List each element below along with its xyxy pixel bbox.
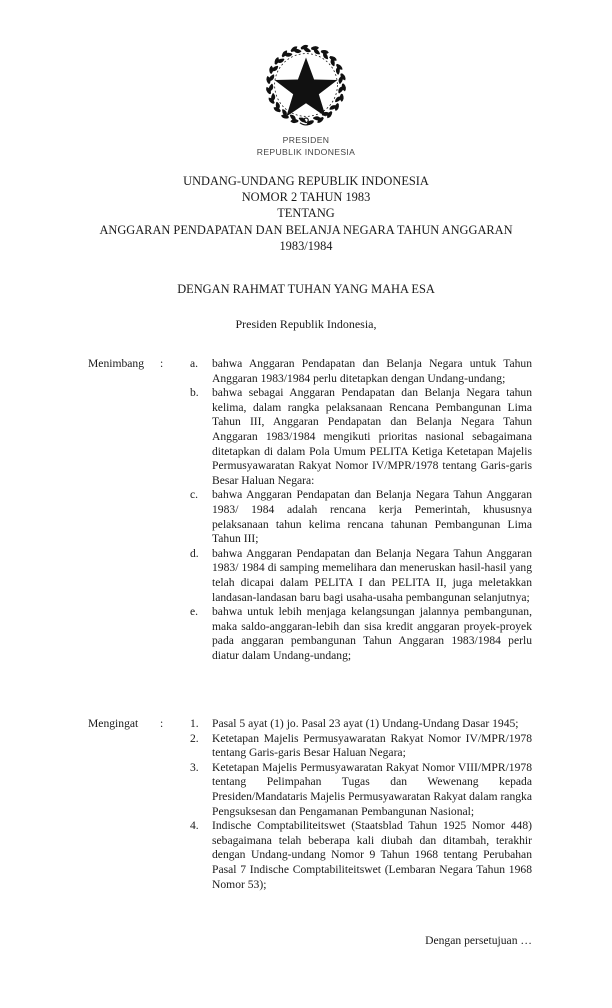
rahmat-line: DENGAN RAHMAT TUHAN YANG MAHA ESA: [177, 282, 435, 296]
mengingat-colon: :: [160, 717, 164, 730]
clause-row: [88, 547, 532, 605]
clause-text: bahwa Anggaran Pendapatan dan Belanja Negara Tahun Anggaran 1983/ 1984 adalah rencana kerja Pemerintah, khususnya pelaksanaan tahun kelima rencana tahunan Pembangunan Lima Tahun III;: [212, 488, 532, 546]
clause-row: [88, 761, 532, 819]
clause-marker: e.: [190, 605, 199, 619]
clause-row: [88, 732, 532, 761]
menimbang-section: [88, 357, 532, 663]
clause-text: bahwa untuk lebih menjaga kelangsungan jalannya pembangunan, maka saldo-anggaran-lebih dan sisa kredit anggaran proyek-proyek pada anggaran pembangunan Tahun Anggaran 1983/1984 perlu diatur dalam Undang-undang;: [212, 605, 532, 662]
clause-text: Pasal 5 ayat (1) jo. Pasal 23 ayat (1) Undang-Undang Dasar 1945;: [212, 717, 519, 730]
clause-text: bahwa Anggaran Pendapatan dan Belanja Negara untuk Tahun Anggaran 1983/1984 perlu ditetapkan dengan Undang-undang;: [212, 357, 532, 385]
emblem-caption-line1: PRESIDEN: [282, 135, 330, 145]
clause-text: Ketetapan Majelis Permusyawaratan Rakyat Nomor IV/MPR/1978 tentang Garis-garis Besar Haluan Negara;: [212, 731, 532, 760]
clause-marker: c.: [190, 488, 199, 502]
mengingat-section: [88, 717, 532, 892]
clause-row: [88, 605, 532, 663]
clause-marker: 1.: [190, 717, 199, 730]
clause-marker: 4.: [190, 819, 199, 833]
clause-text: Ketetapan Majelis Permusyawaratan Rakyat Nomor VIII/MPR/1978 tentang Pelimpahan Tugas dan Wewenang kepada Presiden/Mandataris Majelis Permusyawaratan Rakyat dalam rangka Pengsuksesan dan Pengamanan Pembangunan Nasional;: [212, 760, 532, 818]
emblem-caption: [0, 135, 612, 158]
indonesia-presidential-emblem-icon: [263, 42, 349, 128]
clause-row: [88, 357, 532, 386]
menimbang-label: Menimbang: [88, 357, 145, 370]
clause-row: [88, 386, 532, 488]
clause-marker: d.: [190, 546, 199, 560]
presiden-line: Presiden Republik Indonesia,: [235, 317, 377, 331]
clause-marker: 2.: [190, 731, 199, 745]
mengingat-label: Mengingat: [88, 717, 139, 730]
title-line-3: TENTANG: [277, 206, 335, 221]
clause-row: [88, 819, 532, 892]
title-line-1: UNDANG-UNDANG REPUBLIK INDONESIA: [183, 174, 429, 188]
clause-text: bahwa Anggaran Pendapatan dan Belanja Negara Tahun Anggaran 1983/ 1984 di samping memelihara dan meneruskan hasil-hasil yang telah dicapai dalam PELITA I dan PELITA II, juga meletakkan landasan-landasan baru bagi usaha-usaha pembangunan selanjutnya;: [212, 546, 532, 604]
clause-marker: 3.: [190, 760, 199, 774]
clause-text: Indische Comptabiliteitswet (Staatsblad Tahun 1925 Nomor 448) sebagaimana telah beberapa kali diubah dan ditambah, terakhir dengan Undang-undang Nomor 9 Tahun 1968 tentang Perubahan Pasal 7 Indische Comptabiliteitswet (Lembaran Negara Tahun 1968 Nomor 53);: [212, 819, 532, 891]
clause-marker: a.: [190, 357, 199, 370]
title-line-2: NOMOR 2 TAHUN 1983: [241, 190, 371, 205]
title-line-5: 1983/1984: [279, 238, 333, 253]
emblem-caption-line2: REPUBLIK INDONESIA: [256, 146, 356, 157]
emblem-block: [0, 42, 612, 158]
clause-marker: b.: [190, 386, 199, 400]
document-title: [0, 173, 612, 254]
clause-text: bahwa sebagai Anggaran Pendapatan dan Belanja Negara tahun kelima, dalam rangka pelaksanaan Rencana Pembangunan Lima Tahun III, Anggaran Pendapatan dan Belanja Negara Tahun Anggaran 1983/1984 mengikuti prioritas nasional sebagaimana ditetapkan di dalam Pola Umum PELITA Ketiga Ketetapan Majelis Permusyawaratan Rakyat Nomor IV/MPR/1978 tentang Garis-garis Besar Haluan Negara:: [212, 386, 532, 487]
clause-row: [88, 717, 532, 732]
menimbang-colon: :: [160, 357, 164, 370]
continuation-note: Dengan persetujuan …: [425, 934, 532, 947]
title-line-4: ANGGARAN PENDAPATAN DAN BELANJA NEGARA TAHUN ANGGARAN: [99, 222, 513, 237]
clause-row: [88, 488, 532, 546]
